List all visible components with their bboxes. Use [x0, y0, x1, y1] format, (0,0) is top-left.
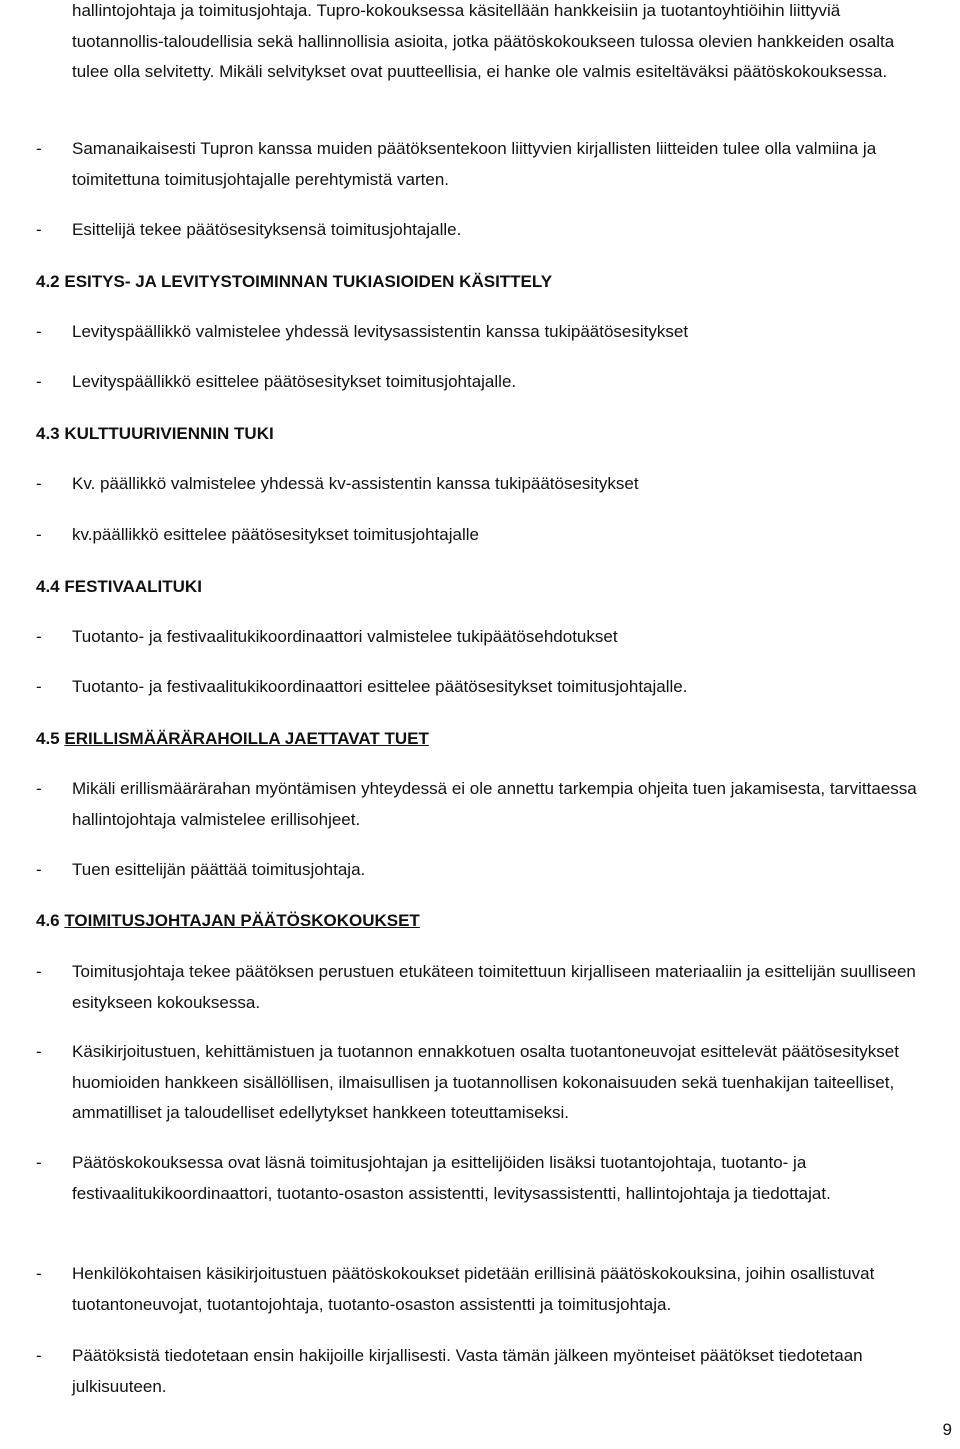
page-number: 9 [942, 1420, 952, 1439]
list-item [36, 1148, 932, 1209]
bullet-dash: - [36, 322, 42, 341]
bullet-dash: - [36, 220, 42, 239]
bullet-dash: - [36, 372, 42, 391]
list-item-text: Mikäli erillismäärärahan myöntämisen yhteydessä ei ole annettu tarkempia ohjeita tuen jakamisesta, tarvittaessa hallintojohtaja valmistelee erillisohjeet. [72, 779, 917, 829]
list-item [36, 134, 932, 195]
list-item [36, 1259, 932, 1320]
bullet-dash: - [36, 962, 42, 981]
list-item [36, 957, 932, 1018]
list-item [36, 367, 932, 398]
bullet-dash: - [36, 139, 42, 158]
bullet-dash: - [36, 1042, 42, 1061]
list-item-text: kv.päällikkö esittelee päätösesitykset toimitusjohtajalle [72, 525, 479, 544]
section-heading: 4.4 FESTIVAALITUKI [36, 577, 202, 596]
section-heading: 4.2 ESITYS- JA LEVITYSTOIMINNAN TUKIASIOIDEN KÄSITTELY [36, 272, 553, 291]
list-item-text: Levityspäällikkö esittelee päätösesitykset toimitusjohtajalle. [72, 372, 517, 391]
bullet-dash: - [36, 474, 42, 493]
list-item [36, 520, 932, 551]
list-item [36, 774, 932, 835]
list-item [36, 317, 932, 348]
list-item [36, 672, 932, 703]
list-item [36, 1341, 932, 1402]
list-item-text: Tuen esittelijän päättää toimitusjohtaja. [72, 860, 366, 879]
bullet-dash: - [36, 525, 42, 544]
list-item-text: Toimitusjohtaja tekee päätöksen perustuen etukäteen toimitettuun kirjalliseen materiaaliin ja esittelijän suulliseen esitykseen kokouksessa. [72, 962, 916, 1012]
section-heading: 4.3 KULTTUURIVIENNIN TUKI [36, 424, 274, 443]
list-item-text: Käsikirjoitustuen, kehittämistuen ja tuotannon ennakkotuen osalta tuotantoneuvojat esittelevät päätösesitykset huomioiden hankkeen sisällöllisen, ilmaisullisen ja tuotannollisen kokonaisuuden sekä tuenhakijan taiteelliset, ammatilliset ja taloudelliset edellytykset hankkeen toteuttamiseksi. [72, 1042, 899, 1122]
intro-paragraph: hallintojohtaja ja toimitusjohtaja. Tupro-kokouksessa käsitellään hankkeisiin ja tuotantoyhtiöihin liittyviä tuotannollis-taloudellisia sekä hallinnollisia asioita, jotka päätöskokoukseen tulossa olevien hankkeiden osalta tulee olla selvitetty. Mikäli selvitykset ovat puutteellisia, ei hanke ole valmis esiteltäväksi päätöskokouksessa. [72, 1, 895, 81]
list-item-text: Päätöksistä tiedotetaan ensin hakijoille kirjallisesti. Vasta tämän jälkeen myönteiset päätökset tiedotetaan julkisuuteen. [72, 1346, 863, 1396]
bullet-dash: - [36, 627, 42, 646]
list-item-text: Kv. päällikkö valmistelee yhdessä kv-assistentin kanssa tukipäätösesitykset [72, 474, 639, 493]
bullet-dash: - [36, 779, 42, 798]
list-item-text: Levityspäällikkö valmistelee yhdessä levitysassistentin kanssa tukipäätösesitykset [72, 322, 689, 341]
list-item-text: Tuotanto- ja festivaalitukikoordinaattori valmistelee tukipäätösehdotukset [72, 627, 618, 646]
section-number: 4.5 [36, 729, 65, 748]
list-item [36, 215, 932, 246]
section-number: 4.6 [36, 911, 65, 930]
bullet-dash: - [36, 1153, 42, 1172]
section-title: TOIMITUSJOHTAJAN PÄÄTÖSKOKOUKSET [64, 911, 420, 930]
bullet-dash: - [36, 677, 42, 696]
bullet-dash: - [36, 860, 42, 879]
section-title: ERILLISMÄÄRÄRAHOILLA JAETTAVAT TUET [64, 729, 429, 748]
list-item-text: Tuotanto- ja festivaalitukikoordinaattori esittelee päätösesitykset toimitusjohtajalle. [72, 677, 688, 696]
bullet-dash: - [36, 1264, 42, 1283]
list-item-text: Esittelijä tekee päätösesityksensä toimitusjohtajalle. [72, 220, 462, 239]
section-heading [36, 724, 429, 754]
list-item-text: Päätöskokouksessa ovat läsnä toimitusjohtajan ja esittelijöiden lisäksi tuotantojohtaja, tuotanto- ja festivaalitukikoordinaattori, tuotanto-osaston assistentti, levitysassistentti, hallintojohtaja ja tiedottajat. [72, 1153, 831, 1203]
list-item [36, 469, 932, 500]
list-item [36, 622, 932, 653]
list-item-text: Samanaikaisesti Tupron kanssa muiden päätöksentekoon liittyvien kirjallisten liitteiden tulee olla valmiina ja toimitettuna toimitusjohtajalle perehtymistä varten. [72, 139, 877, 189]
bullet-dash: - [36, 1346, 42, 1365]
list-item [36, 855, 932, 886]
list-item [36, 1037, 932, 1129]
section-heading [36, 906, 420, 936]
list-item-text: Henkilökohtaisen käsikirjoitustuen päätöskokoukset pidetään erillisinä päätöskokouksina, joihin osallistuvat tuotantoneuvojat, tuotantojohtaja, tuotanto-osaston assistentti ja toimitusjohtaja. [72, 1264, 875, 1314]
